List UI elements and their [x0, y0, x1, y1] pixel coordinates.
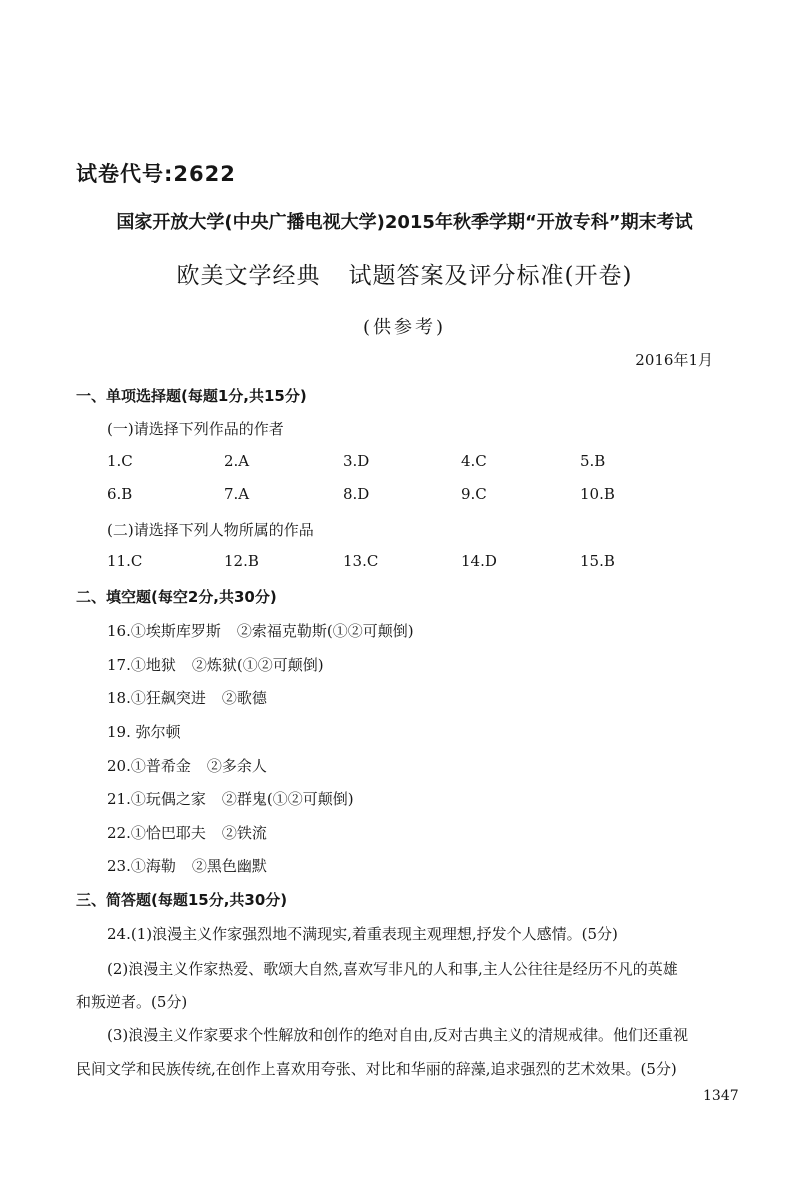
- short-answer-paragraph-1: 24.(1)浪漫主义作家强烈地不满现实,着重表现主观理想,抒发个人感情。(5分): [107, 925, 618, 943]
- answer-item: 15.B: [580, 552, 615, 570]
- answer-item: 10.B: [580, 485, 615, 503]
- fill-answer-b: ②歌德: [221, 689, 267, 707]
- fill-item: [107, 822, 267, 843]
- answer-item: 3.D: [343, 452, 370, 470]
- section-3-title: 三、简答题(每题15分,共30分): [76, 891, 288, 909]
- section-1-title: 一、单项选择题(每题1分,共15分): [76, 387, 307, 405]
- fill-answer-b: ②群鬼(①②可颠倒): [221, 790, 354, 808]
- answer-row-3: [107, 552, 667, 570]
- fill-answer-a: 20.①普希金: [107, 757, 191, 775]
- answer-item: 8.D: [343, 485, 370, 503]
- fill-answer-a: 16.①埃斯库罗斯: [107, 622, 221, 640]
- short-answer-paragraph-2-line-1: (2)浪漫主义作家热爱、歌颂大自然,喜欢写非凡的人和事,主人公往往是经历不凡的英雄: [107, 960, 678, 978]
- fill-answer-b: ②索福克勒斯(①②可颠倒): [236, 622, 414, 640]
- answer-item: 11.C: [107, 552, 143, 570]
- short-answer-paragraph-3-line-2: 民间文学和民族传统,在创作上喜欢用夸张、对比和华丽的辞藻,追求强烈的艺术效果。(5分): [76, 1060, 677, 1078]
- answer-row-1: [107, 452, 667, 470]
- fill-item: [107, 687, 267, 708]
- fill-answer-a: 19. 弥尔顿: [107, 723, 181, 741]
- answer-item: 5.B: [580, 452, 606, 470]
- fill-answer-a: 21.①玩偶之家: [107, 790, 206, 808]
- answer-item: 7.A: [224, 485, 250, 503]
- fill-answer-a: 18.①狂飙突进: [107, 689, 206, 707]
- fill-answer-a: 23.①海勒: [107, 857, 176, 875]
- fill-answer-b: ②炼狱(①②可颠倒): [191, 656, 324, 674]
- answer-item: 14.D: [461, 552, 497, 570]
- answer-row-2: [107, 485, 667, 503]
- page-number: 1347: [703, 1088, 739, 1104]
- answer-item: 1.C: [107, 452, 133, 470]
- exam-title: 国家开放大学(中央广播电视大学)2015年秋季学期“开放专科”期末考试: [116, 212, 693, 233]
- subject-subtitle: 试题答案及评分标准(开卷): [348, 263, 633, 289]
- section-2-title: 二、填空题(每空2分,共30分): [76, 588, 277, 606]
- subject-name: 欧美文学经典: [176, 263, 321, 289]
- fill-item: [107, 721, 181, 742]
- fill-item: [107, 654, 324, 675]
- answer-item: 2.A: [224, 452, 250, 470]
- exam-code: 试卷代号:2622: [76, 162, 236, 186]
- fill-answer-a: 17.①地狱: [107, 656, 176, 674]
- section-1-part-1-title: (一)请选择下列作品的作者: [107, 420, 284, 438]
- fill-answer-b: ②黑色幽默: [191, 857, 267, 875]
- fill-answer-b: ②多余人: [206, 757, 267, 775]
- answer-item: 4.C: [461, 452, 487, 470]
- fill-item: [107, 855, 267, 876]
- short-answer-paragraph-2-line-2: 和叛逆者。(5分): [76, 993, 188, 1011]
- fill-item: [107, 620, 414, 641]
- answer-item: 6.B: [107, 485, 133, 503]
- fill-answer-b: ②铁流: [221, 824, 267, 842]
- fill-item: [107, 788, 354, 809]
- reference-note: (供参考): [362, 317, 447, 338]
- short-answer-paragraph-3-line-1: (3)浪漫主义作家要求个性解放和创作的绝对自由,反对古典主义的清规戒律。他们还重视: [107, 1026, 689, 1044]
- subject-title: [0, 257, 809, 290]
- answer-item: 12.B: [224, 552, 259, 570]
- answer-item: 9.C: [461, 485, 487, 503]
- answer-item: 13.C: [343, 552, 379, 570]
- exam-date: 2016年1月: [635, 351, 713, 369]
- fill-item: [107, 755, 267, 776]
- fill-answer-a: 22.①恰巴耶夫: [107, 824, 206, 842]
- section-1-part-2-title: (二)请选择下列人物所属的作品: [107, 521, 314, 539]
